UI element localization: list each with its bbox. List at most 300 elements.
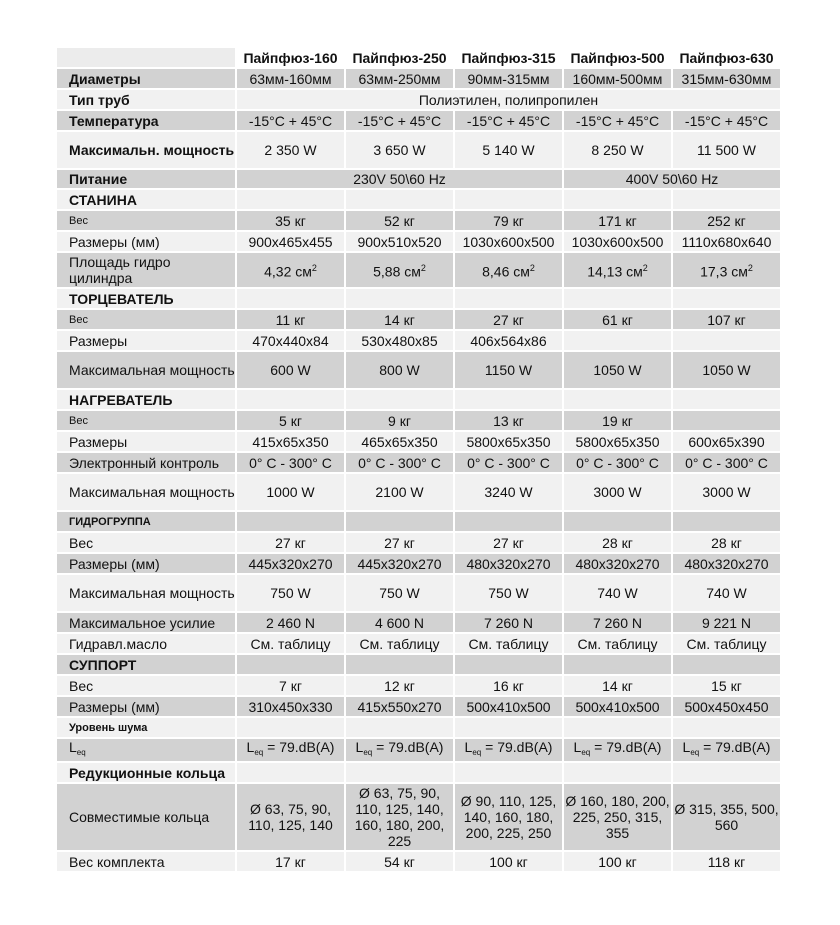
value-cell xyxy=(237,352,344,388)
value-cell xyxy=(455,253,562,287)
value-text: 1110x680x640 xyxy=(681,233,772,250)
value-cell xyxy=(673,697,780,716)
value-text: Ø 90, 110, 125, 140, 160, 180, 200, 225, 250 xyxy=(460,793,557,841)
value-cell xyxy=(237,512,344,531)
value-cell xyxy=(673,352,780,388)
row-label-text: ТОРЦЕВАТЕЛЬ xyxy=(69,290,174,307)
value-cell xyxy=(346,533,453,552)
value-text: 1000 W xyxy=(266,484,315,500)
value-cell xyxy=(455,575,562,611)
value-cell xyxy=(455,390,562,409)
table-row xyxy=(57,453,780,472)
row-label xyxy=(57,676,235,695)
row-label-text: Гидравл.масло xyxy=(69,635,168,652)
value-text: 3 650 W xyxy=(373,142,426,158)
value-text: 17 кг xyxy=(275,853,306,870)
value-text: 8,46 см xyxy=(482,263,530,280)
value-text: 0° C - 300° C xyxy=(358,454,441,471)
row-label xyxy=(57,655,235,674)
value-cell xyxy=(564,784,671,850)
table-row xyxy=(57,253,780,287)
value-cell xyxy=(346,132,453,168)
row-label xyxy=(57,69,235,88)
value-cell xyxy=(237,331,344,350)
value-cell xyxy=(455,69,562,88)
value-cell xyxy=(455,697,562,716)
table-row xyxy=(57,575,780,611)
row-label xyxy=(57,232,235,251)
value-text: 800 W xyxy=(379,362,420,378)
value-cell xyxy=(455,289,562,308)
value-cell xyxy=(237,655,344,674)
row-label-text: L xyxy=(69,739,77,755)
row-label-text: Максимальная мощность xyxy=(69,484,235,500)
value-text: 900x510x520 xyxy=(357,233,442,250)
value-cell xyxy=(564,253,671,287)
table-row xyxy=(57,90,780,109)
table-row xyxy=(57,852,780,871)
value-cell xyxy=(237,211,344,230)
value-cell xyxy=(346,739,453,761)
value-cell xyxy=(346,453,453,472)
value-cell xyxy=(455,232,562,251)
value-cell xyxy=(346,634,453,653)
row-label-text: Температура xyxy=(69,112,159,129)
value-cell xyxy=(673,411,780,430)
table-row xyxy=(57,784,780,850)
value-text: 5800x65x350 xyxy=(466,433,551,450)
value-cell xyxy=(346,211,453,230)
value-cell xyxy=(564,432,671,451)
value-cell xyxy=(673,253,780,287)
value-cell xyxy=(237,289,344,308)
table-row xyxy=(57,763,780,782)
value-cell xyxy=(237,253,344,287)
value-cell xyxy=(237,784,344,850)
value-text: Ø 63, 75, 90, 110, 125, 140, 160, 180, 200, 225 xyxy=(354,785,445,849)
value-cell xyxy=(564,331,671,350)
row-label xyxy=(57,390,235,409)
table-row xyxy=(57,331,780,350)
row-label-text: ГИДРОГРУППА xyxy=(69,515,151,528)
value-cell xyxy=(237,390,344,409)
value-cell xyxy=(455,132,562,168)
value-cell xyxy=(346,575,453,611)
value-text: 0° C - 300° C xyxy=(685,454,768,471)
table-row xyxy=(57,111,780,130)
value-cell xyxy=(673,613,780,632)
value-text: 415x550x270 xyxy=(357,698,442,715)
value-text: 12 кг xyxy=(384,677,415,694)
value-text: -15°C + 45°C xyxy=(248,112,333,129)
value-cell xyxy=(237,718,344,737)
row-label-text: Максимальн. мощность xyxy=(69,142,235,158)
value-cell xyxy=(564,211,671,230)
value-text: 14,13 см xyxy=(587,263,643,280)
value-cell xyxy=(455,554,562,573)
value-cell xyxy=(455,352,562,388)
value-text: 740 W xyxy=(706,585,747,601)
value-cell xyxy=(346,310,453,329)
value-text: 14 кг xyxy=(602,677,633,694)
value-cell xyxy=(564,170,780,188)
value-text: 750 W xyxy=(379,585,420,601)
value-cell xyxy=(346,352,453,388)
value-text: 1030x600x500 xyxy=(571,233,664,250)
value-text: Ø 160, 180, 200, 225, 250, 315, 355 xyxy=(565,793,670,841)
value-text: 600x65x390 xyxy=(688,433,765,450)
value-text: 27 кг xyxy=(493,311,524,328)
value-cell xyxy=(673,190,780,209)
value-text: 171 кг xyxy=(598,212,637,229)
value-text: 400V 50\60 Hz xyxy=(625,171,719,187)
row-label-text: Максимальное усилие xyxy=(69,614,216,631)
value-cell xyxy=(564,763,671,782)
value-cell xyxy=(564,69,671,88)
value-cell xyxy=(237,554,344,573)
value-text: 0° C - 300° C xyxy=(467,454,550,471)
value-cell xyxy=(237,190,344,209)
value-cell xyxy=(673,852,780,871)
model-header: Пайпфюз-500 xyxy=(564,48,671,67)
value-text: 500x410x500 xyxy=(466,698,551,715)
row-label-text: Вес xyxy=(69,534,94,551)
value-subscript: eq xyxy=(581,748,591,757)
value-cell xyxy=(237,474,344,510)
value-text: 3000 W xyxy=(702,484,751,500)
row-label-text: НАГРЕВАТЕЛЬ xyxy=(69,391,173,408)
value-text: 900x465x455 xyxy=(248,233,333,250)
row-label xyxy=(57,613,235,632)
value-text: 35 кг xyxy=(275,212,306,229)
value-text: 5800x65x350 xyxy=(575,433,660,450)
value-text: 16 кг xyxy=(493,677,524,694)
row-label xyxy=(57,763,235,782)
value-cell xyxy=(237,232,344,251)
table-row xyxy=(57,474,780,510)
value-cell xyxy=(564,190,671,209)
value-cell xyxy=(673,554,780,573)
value-text: 1050 W xyxy=(702,362,751,378)
value-cell xyxy=(564,533,671,552)
value-text: См. таблицу xyxy=(577,635,658,652)
model-header: Пайпфюз-630 xyxy=(673,48,780,67)
value-text: 28 кг xyxy=(711,534,742,551)
value-cell xyxy=(237,170,562,188)
value-cell xyxy=(673,111,780,130)
value-cell xyxy=(564,232,671,251)
value-cell xyxy=(346,676,453,695)
table-row xyxy=(57,411,780,430)
value-text: 27 кг xyxy=(493,534,524,551)
table-row xyxy=(57,634,780,653)
value-cell xyxy=(673,232,780,251)
value-text: См. таблицу xyxy=(359,635,440,652)
row-label-text: Максимальная мощность xyxy=(69,585,235,601)
value-text: 530x480x85 xyxy=(361,332,438,349)
value-superscript: 2 xyxy=(529,263,535,274)
value-text-suffix: = 79.dB(A) xyxy=(481,739,553,755)
value-cell xyxy=(564,453,671,472)
value-text: 480x320x270 xyxy=(684,555,769,572)
value-text: 61 кг xyxy=(602,311,633,328)
row-label xyxy=(57,474,235,510)
value-text: 11 500 W xyxy=(697,142,756,158)
row-label-text: Размеры (мм) xyxy=(69,698,160,715)
value-text: См. таблицу xyxy=(686,635,767,652)
value-text: 2100 W xyxy=(375,484,424,500)
value-cell xyxy=(455,784,562,850)
value-cell xyxy=(673,784,780,850)
value-text: 11 кг xyxy=(275,311,306,328)
table-row xyxy=(57,718,780,737)
table-row xyxy=(57,390,780,409)
value-cell xyxy=(237,310,344,329)
value-cell xyxy=(564,852,671,871)
value-cell xyxy=(455,453,562,472)
value-cell xyxy=(237,132,344,168)
value-cell xyxy=(673,575,780,611)
value-text: 100 кг xyxy=(598,853,637,870)
value-cell xyxy=(564,739,671,761)
value-cell xyxy=(346,784,453,850)
value-cell xyxy=(237,411,344,430)
value-cell xyxy=(346,763,453,782)
row-label-text: Тип труб xyxy=(69,91,130,108)
value-text: 1050 W xyxy=(593,362,642,378)
table-row xyxy=(57,170,780,188)
value-text: 4,32 см xyxy=(264,263,312,280)
value-cell xyxy=(237,111,344,130)
model-header: Пайпфюз-250 xyxy=(346,48,453,67)
value-text: 8 250 W xyxy=(591,142,644,158)
row-label-text: Совместимые кольца xyxy=(69,809,210,825)
value-cell xyxy=(455,763,562,782)
value-text: 17,3 см xyxy=(700,263,748,280)
value-text: 315мм-630мм xyxy=(681,70,772,87)
row-label xyxy=(57,170,235,188)
value-text: См. таблицу xyxy=(468,635,549,652)
table-row xyxy=(57,69,780,88)
row-label xyxy=(57,575,235,611)
row-label-text: Размеры (мм) xyxy=(69,555,160,572)
value-text: Полиэтилен, полипропилен xyxy=(418,91,599,108)
value-text: 14 кг xyxy=(384,311,415,328)
row-label xyxy=(57,132,235,168)
value-text: 1030x600x500 xyxy=(462,233,555,250)
row-label-text: Вес xyxy=(69,313,88,326)
value-text: 750 W xyxy=(270,585,311,601)
value-text: 406x564x86 xyxy=(470,332,547,349)
table-row xyxy=(57,533,780,552)
row-label-text: СУППОРТ xyxy=(69,656,137,673)
table-row xyxy=(57,739,780,761)
row-label xyxy=(57,852,235,871)
row-label xyxy=(57,432,235,451)
value-text: 480x320x270 xyxy=(466,555,551,572)
value-subscript: eq xyxy=(363,748,373,757)
row-label-text: Максимальная мощность xyxy=(69,362,235,378)
value-subscript: eq xyxy=(472,748,482,757)
row-label-text: Питание xyxy=(69,171,128,187)
table-row xyxy=(57,432,780,451)
value-cell xyxy=(346,390,453,409)
value-cell xyxy=(237,90,780,109)
value-cell xyxy=(673,474,780,510)
value-cell xyxy=(346,852,453,871)
value-text: 3000 W xyxy=(593,484,642,500)
value-text: Ø 63, 75, 90, 110, 125, 140 xyxy=(248,801,333,833)
table-row xyxy=(57,232,780,251)
value-cell xyxy=(455,533,562,552)
value-cell xyxy=(673,718,780,737)
value-cell xyxy=(346,697,453,716)
value-text: 5 140 W xyxy=(482,142,535,158)
model-header: Пайпфюз-160 xyxy=(237,48,344,67)
row-label-text: Вес xyxy=(69,214,88,227)
value-cell xyxy=(455,474,562,510)
value-text: 415x65x350 xyxy=(252,433,329,450)
value-text: 3240 W xyxy=(484,484,533,500)
value-text: 445x320x270 xyxy=(357,555,442,572)
value-cell xyxy=(455,613,562,632)
value-text: -15°C + 45°C xyxy=(357,112,442,129)
value-text: 5 кг xyxy=(279,412,302,429)
row-label-text: Размеры (мм) xyxy=(69,233,160,250)
value-text: 600 W xyxy=(270,362,311,378)
value-cell xyxy=(346,190,453,209)
value-text: 118 кг xyxy=(707,853,746,870)
row-label-text: СТАНИНА xyxy=(69,191,137,208)
value-cell xyxy=(673,211,780,230)
value-cell xyxy=(237,533,344,552)
value-cell xyxy=(455,411,562,430)
value-cell xyxy=(564,676,671,695)
value-cell xyxy=(673,289,780,308)
value-text: 750 W xyxy=(488,585,529,601)
model-header: Пайпфюз-315 xyxy=(455,48,562,67)
row-label-text: Редукционные кольца xyxy=(69,764,226,781)
row-label-text: Уровень шума xyxy=(69,721,148,734)
row-label-text: Диаметры xyxy=(69,70,141,87)
value-cell xyxy=(673,432,780,451)
row-label-text: Размеры xyxy=(69,332,128,349)
value-text: 252 кг xyxy=(707,212,746,229)
value-cell xyxy=(455,331,562,350)
value-cell xyxy=(346,554,453,573)
value-text: 470x440x84 xyxy=(252,332,329,349)
table-row xyxy=(57,697,780,716)
row-label-text: Вес xyxy=(69,414,88,427)
row-label xyxy=(57,739,235,761)
value-cell xyxy=(346,655,453,674)
value-cell xyxy=(346,474,453,510)
row-label xyxy=(57,697,235,716)
value-text: 4 600 N xyxy=(374,614,425,631)
value-cell xyxy=(346,432,453,451)
value-cell xyxy=(237,697,344,716)
value-text-suffix: = 79.dB(A) xyxy=(372,739,444,755)
row-label-text: Вес комплекта xyxy=(69,853,165,870)
value-cell xyxy=(564,310,671,329)
value-cell xyxy=(564,575,671,611)
table-row xyxy=(57,132,780,168)
value-superscript: 2 xyxy=(642,263,648,274)
row-label xyxy=(57,111,235,130)
value-text: 500x410x500 xyxy=(575,698,660,715)
value-text: 15 кг xyxy=(711,677,742,694)
row-label xyxy=(57,554,235,573)
row-label xyxy=(57,331,235,350)
value-text: L xyxy=(246,739,255,755)
value-text: L xyxy=(682,739,691,755)
value-cell xyxy=(237,739,344,761)
value-cell xyxy=(673,655,780,674)
value-text: 100 кг xyxy=(489,853,528,870)
value-cell xyxy=(237,453,344,472)
header-corner xyxy=(57,48,235,67)
value-cell xyxy=(564,352,671,388)
row-label xyxy=(57,289,235,308)
value-text: 2 460 N xyxy=(265,614,316,631)
value-text: 63мм-250мм xyxy=(358,70,441,87)
value-text-suffix: = 79.dB(A) xyxy=(590,739,662,755)
value-cell xyxy=(455,634,562,653)
value-cell xyxy=(564,390,671,409)
value-cell xyxy=(564,111,671,130)
value-cell xyxy=(673,634,780,653)
table-row xyxy=(57,211,780,230)
value-text: 230V 50\60 Hz xyxy=(353,171,446,187)
value-superscript: 2 xyxy=(420,263,426,274)
value-text: 5,88 см xyxy=(373,263,421,280)
value-cell xyxy=(564,655,671,674)
value-cell xyxy=(237,634,344,653)
value-text: 0° C - 300° C xyxy=(249,454,332,471)
value-cell xyxy=(237,432,344,451)
value-cell xyxy=(564,634,671,653)
value-cell xyxy=(455,718,562,737)
value-cell xyxy=(237,676,344,695)
value-cell xyxy=(564,132,671,168)
value-cell xyxy=(237,852,344,871)
row-label-text: Вес xyxy=(69,677,94,694)
value-cell xyxy=(673,390,780,409)
row-label xyxy=(57,533,235,552)
value-cell xyxy=(673,763,780,782)
row-label xyxy=(57,411,235,430)
value-cell xyxy=(455,852,562,871)
row-label-subscript: eq xyxy=(76,748,86,757)
table-row xyxy=(57,676,780,695)
value-cell xyxy=(564,718,671,737)
value-text: См. таблицу xyxy=(250,635,331,652)
value-superscript: 2 xyxy=(311,263,317,274)
value-cell xyxy=(673,132,780,168)
value-cell xyxy=(564,474,671,510)
row-label xyxy=(57,512,235,531)
value-cell xyxy=(564,554,671,573)
value-cell xyxy=(564,512,671,531)
table-row xyxy=(57,554,780,573)
value-text: 54 кг xyxy=(384,853,415,870)
value-cell xyxy=(346,411,453,430)
value-text: 7 260 N xyxy=(483,614,534,631)
value-cell xyxy=(237,69,344,88)
value-cell xyxy=(346,331,453,350)
row-label xyxy=(57,90,235,109)
row-label-text: Электронный контроль xyxy=(69,454,219,471)
